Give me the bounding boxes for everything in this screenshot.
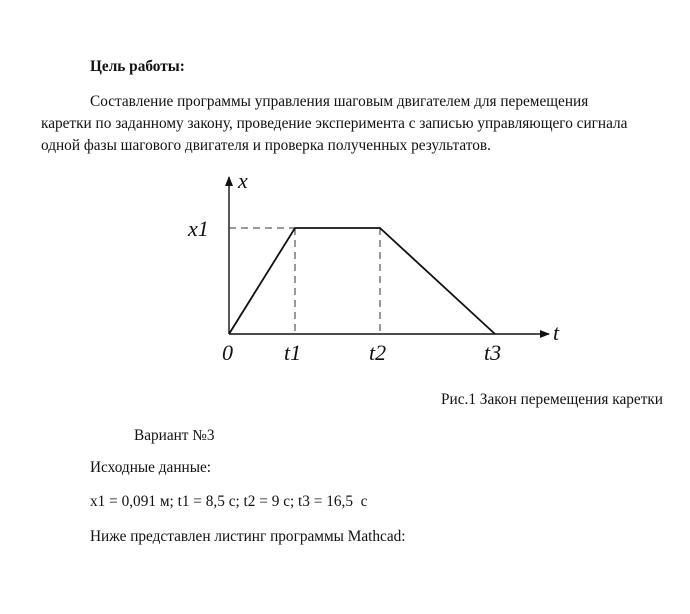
x-tick-t3: t3	[484, 340, 502, 365]
goal-line-3: одной фазы шагового двигателя и проверка полученных результатов.	[41, 137, 491, 154]
section-heading: Цель работы:	[90, 58, 185, 75]
listing-intro: Ниже представлен листинг программы Mathcad:	[90, 528, 406, 545]
goal-line-2: каретки по заданному закону, проведение эксперимента с записью управляющего сигнала	[41, 115, 628, 132]
x-axis-label: t	[553, 320, 560, 345]
x-tick-t1: t1	[284, 340, 302, 365]
figure-caption: Рис.1 Закон перемещения каретки	[441, 391, 663, 408]
x-tick-t2: t2	[369, 340, 387, 365]
goal-line-1: Составление программы управления шаговым двигателем для перемещения	[90, 93, 589, 110]
variant-label: Вариант №3	[134, 427, 215, 444]
motion-curve	[229, 228, 495, 334]
y-tick-x1: x1	[188, 216, 209, 241]
guide-lines	[229, 228, 380, 334]
input-heading: Исходные данные:	[90, 459, 212, 476]
y-axis-label: x	[238, 168, 248, 193]
x-tick-0: 0	[222, 340, 233, 365]
input-values: x1 = 0,091 м; t1 = 8,5 с; t2 = 9 с; t3 = 16,5 с	[90, 493, 368, 510]
